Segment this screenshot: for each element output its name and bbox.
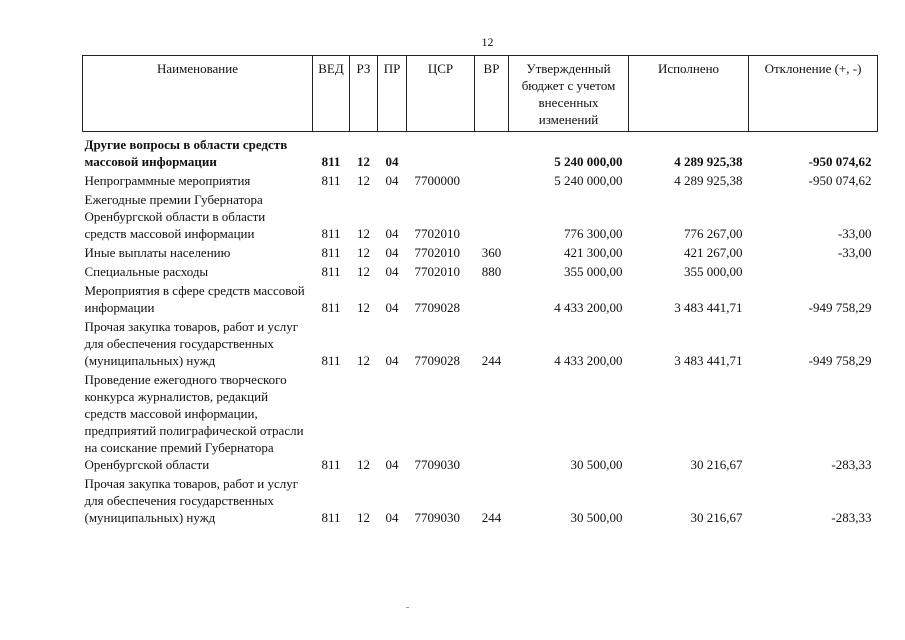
row-vr: [475, 132, 509, 173]
header-approved-budget: Утвержденный бюджет с учетом внесенных изменений: [509, 56, 629, 132]
row-executed: 30 216,67: [690, 457, 743, 472]
row-csr: 7702010: [414, 245, 460, 260]
table-row: [83, 191, 878, 244]
table-header: [83, 56, 878, 132]
row-ved: 811: [321, 226, 341, 241]
header-ved: ВЕД: [313, 56, 350, 132]
row-name: Непрограммные мероприятия: [84, 173, 251, 188]
row-approved: 5 240 000,00: [554, 173, 623, 188]
table-row: [83, 263, 878, 282]
row-executed: 3 483 441,71: [674, 300, 743, 315]
row-deviation: -949 758,29: [808, 300, 872, 315]
row-approved: 355 000,00: [564, 264, 623, 279]
row-vr: [475, 282, 509, 318]
row-approved: 4 433 200,00: [554, 300, 623, 315]
row-pr: 04: [385, 173, 399, 188]
row-pr: 04: [385, 226, 399, 241]
header-deviation: Отклонение (+, -): [749, 56, 878, 132]
row-rz: 12: [357, 510, 370, 525]
row-pr: 04: [385, 154, 399, 169]
row-approved: 421 300,00: [564, 245, 623, 260]
row-executed: 421 267,00: [684, 245, 743, 260]
table-row: [83, 282, 878, 318]
row-deviation: [749, 263, 878, 282]
table-row: [83, 132, 878, 173]
row-rz: 12: [357, 457, 370, 472]
row-vr: [475, 172, 509, 191]
budget-table: [82, 55, 878, 528]
row-executed: 3 483 441,71: [674, 353, 743, 368]
table-body: [83, 132, 878, 529]
row-csr: 7709028: [414, 300, 460, 315]
table-row: [83, 475, 878, 528]
row-csr: 7700000: [414, 173, 460, 188]
page-number: 12: [481, 35, 494, 49]
row-rz: 12: [357, 300, 370, 315]
row-pr: 04: [385, 264, 399, 279]
row-pr: 04: [385, 510, 399, 525]
row-rz: 12: [357, 353, 370, 368]
row-ved: 811: [321, 173, 341, 188]
row-name: Иные выплаты населению: [84, 245, 231, 260]
row-vr: 244: [481, 510, 502, 525]
row-rz: 12: [357, 245, 370, 260]
row-csr: [407, 132, 475, 173]
row-csr: 7702010: [414, 264, 460, 279]
row-rz: 12: [357, 154, 370, 169]
row-approved: 30 500,00: [570, 510, 623, 525]
row-rz: 12: [357, 226, 370, 241]
row-executed: 30 216,67: [690, 510, 743, 525]
header-csr: ЦСР: [407, 56, 475, 132]
row-approved: 776 300,00: [564, 226, 623, 241]
row-name: Специальные расходы: [84, 264, 209, 279]
row-approved: 5 240 000,00: [554, 154, 623, 169]
row-name: Мероприятия в сфере средств массовой информации: [84, 283, 305, 315]
row-executed: 4 289 925,38: [674, 173, 743, 188]
header-pr: ПР: [378, 56, 407, 132]
header-vr: ВР: [475, 56, 509, 132]
header-name: Наименование: [83, 56, 313, 132]
row-pr: 04: [385, 245, 399, 260]
row-ved: 811: [321, 300, 341, 315]
row-approved: 30 500,00: [570, 457, 623, 472]
row-csr: 7709030: [414, 510, 460, 525]
row-rz: 12: [357, 173, 370, 188]
row-vr: 360: [481, 245, 502, 260]
row-ved: 811: [321, 353, 341, 368]
page-dot-mark: [406, 607, 409, 608]
row-deviation: -33,00: [837, 226, 872, 241]
row-ved: 811: [321, 457, 341, 472]
table-row: [83, 244, 878, 263]
header-executed: Исполнено: [629, 56, 749, 132]
row-executed: 355 000,00: [684, 264, 743, 279]
row-pr: 04: [385, 457, 399, 472]
row-deviation: -950 074,62: [808, 154, 872, 169]
row-name: Прочая закупка товаров, работ и услуг для обеспечения государственных (муниципальных) нужд: [84, 319, 299, 368]
row-approved: 4 433 200,00: [554, 353, 623, 368]
row-vr: 244: [481, 353, 502, 368]
row-deviation: -949 758,29: [808, 353, 872, 368]
row-pr: 04: [385, 353, 399, 368]
row-pr: 04: [385, 300, 399, 315]
row-rz: 12: [357, 264, 370, 279]
row-name: Ежегодные премии Губернатора Оренбургской области в области средств массовой информации: [84, 192, 266, 241]
row-deviation: -283,33: [831, 457, 872, 472]
row-executed: 776 267,00: [684, 226, 743, 241]
row-name: Другие вопросы в области средств массовой информации: [84, 137, 288, 169]
row-name: Проведение ежегодного творческого конкурса журналистов, редакций средств массовой информации, предприятий полиграфической отрасли на соискание премий Губернатора Оренбургской области: [84, 372, 304, 472]
row-deviation: -33,00: [837, 245, 872, 260]
row-ved: 811: [321, 510, 341, 525]
table-row: [83, 371, 878, 475]
row-ved: 811: [321, 264, 341, 279]
header-rz: РЗ: [350, 56, 378, 132]
row-deviation: -950 074,62: [808, 173, 872, 188]
row-ved: 811: [321, 245, 341, 260]
budget-report: [82, 55, 877, 528]
row-executed: 4 289 925,38: [674, 154, 743, 169]
row-vr: [475, 371, 509, 475]
row-vr: 880: [481, 264, 502, 279]
row-csr: 7709030: [414, 457, 460, 472]
row-csr: 7702010: [414, 226, 460, 241]
row-deviation: -283,33: [831, 510, 872, 525]
table-row: [83, 318, 878, 371]
table-row: [83, 172, 878, 191]
row-name: Прочая закупка товаров, работ и услуг для обеспечения государственных (муниципальных) нужд: [84, 476, 299, 525]
row-csr: 7709028: [414, 353, 460, 368]
row-vr: [475, 191, 509, 244]
row-ved: 811: [321, 154, 341, 169]
